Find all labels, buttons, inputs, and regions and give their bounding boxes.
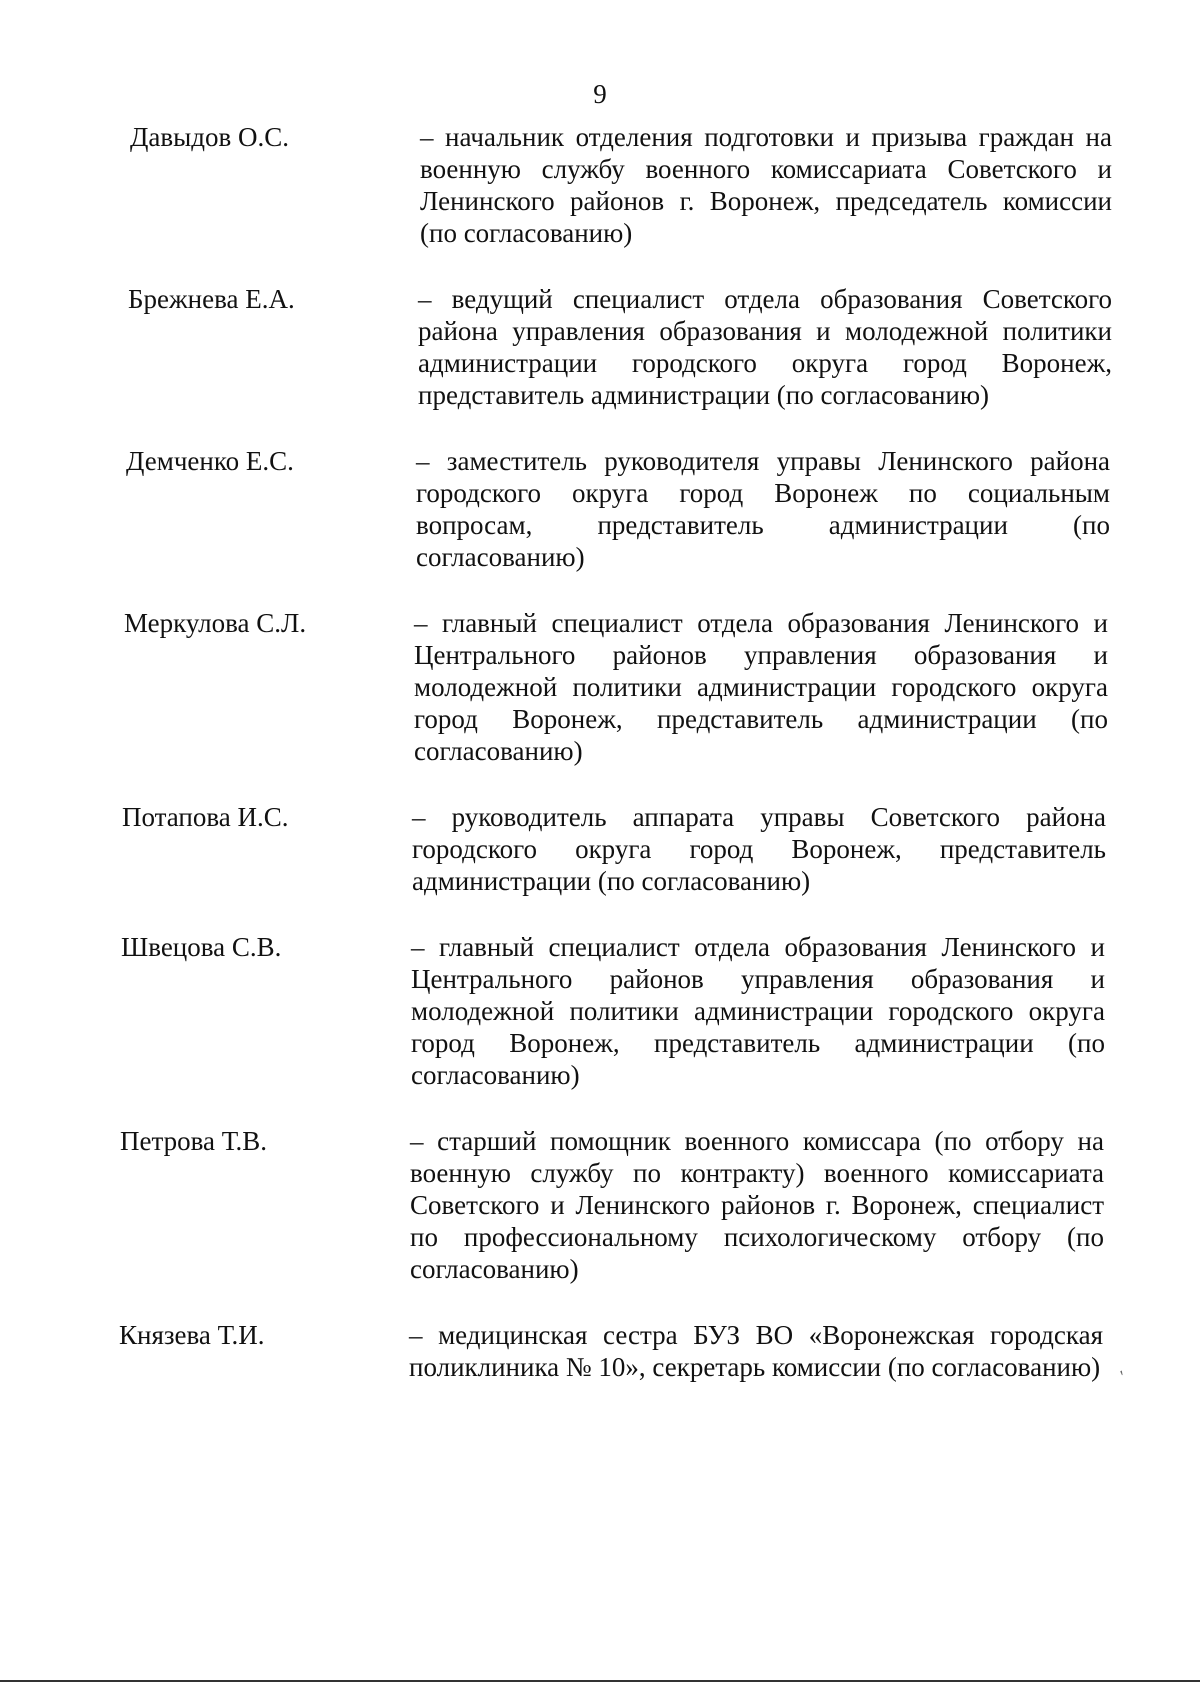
- member-role: – руководитель аппарата управы Советского района городского округа город Воронеж, представитель администрации (по согласованию): [412, 802, 1106, 896]
- member-entry: [0, 1125, 1200, 1285]
- member-name: Князева Т.И.: [119, 1320, 265, 1350]
- member-name: Петрова Т.В.: [120, 1126, 268, 1156]
- member-name: Швецова С.В.: [121, 932, 282, 962]
- member-role: – медицинская сестра БУЗ ВО «Воронежская городская поликлиника № 10», секретарь комиссии (по согласованию): [409, 1320, 1103, 1382]
- scan-bottom-edge: [0, 1680, 1200, 1682]
- member-name: Меркулова С.Л.: [124, 608, 307, 638]
- member-role: – старший помощник военного комиссара (по отбору на военную службу по контракту) военного комиссариата Советского и Ленинского районов г. Воронеж, специалист по профессиональному психологическому отбору (по согласованию): [410, 1126, 1104, 1284]
- member-role: – главный специалист отдела образования Ленинского и Центрального районов управления образования и молодежной политики администрации городского округа город Воронеж, представитель администрации (по согласованию): [411, 932, 1105, 1090]
- member-role: – заместитель руководителя управы Ленинского района городского округа город Воронеж по социальным вопросам, представитель администрации (по согласованию): [416, 446, 1110, 572]
- stray-pen-mark: ʹ: [1117, 1366, 1131, 1386]
- member-entry: [0, 931, 1200, 1091]
- member-role: – начальник отделения подготовки и призыва граждан на военную службу военного комиссариата Советского и Ленинского районов г. Воронеж, председатель комиссии (по согласованию): [420, 122, 1112, 248]
- member-role: – ведущий специалист отдела образования Советского района управления образования и молодежной политики администрации городского округа город Воронеж, представитель администрации (по согласованию): [418, 284, 1112, 410]
- member-name: Давыдов О.С.: [130, 122, 290, 152]
- commission-members-list: [0, 121, 1200, 1417]
- member-entry: [0, 445, 1200, 573]
- member-entry: [0, 801, 1200, 897]
- page-number: 9: [593, 79, 607, 109]
- member-name: Демченко Е.С.: [126, 446, 294, 476]
- member-role: – главный специалист отдела образования Ленинского и Центрального районов управления образования и молодежной политики администрации городского округа город Воронеж, представитель администрации (по согласованию): [414, 608, 1108, 766]
- member-entry: [0, 1319, 1200, 1383]
- member-name: Брежнева Е.А.: [128, 284, 295, 314]
- member-name: Потапова И.С.: [122, 802, 289, 832]
- member-entry: [0, 607, 1200, 767]
- member-entry: [0, 283, 1200, 411]
- member-entry: [0, 121, 1200, 249]
